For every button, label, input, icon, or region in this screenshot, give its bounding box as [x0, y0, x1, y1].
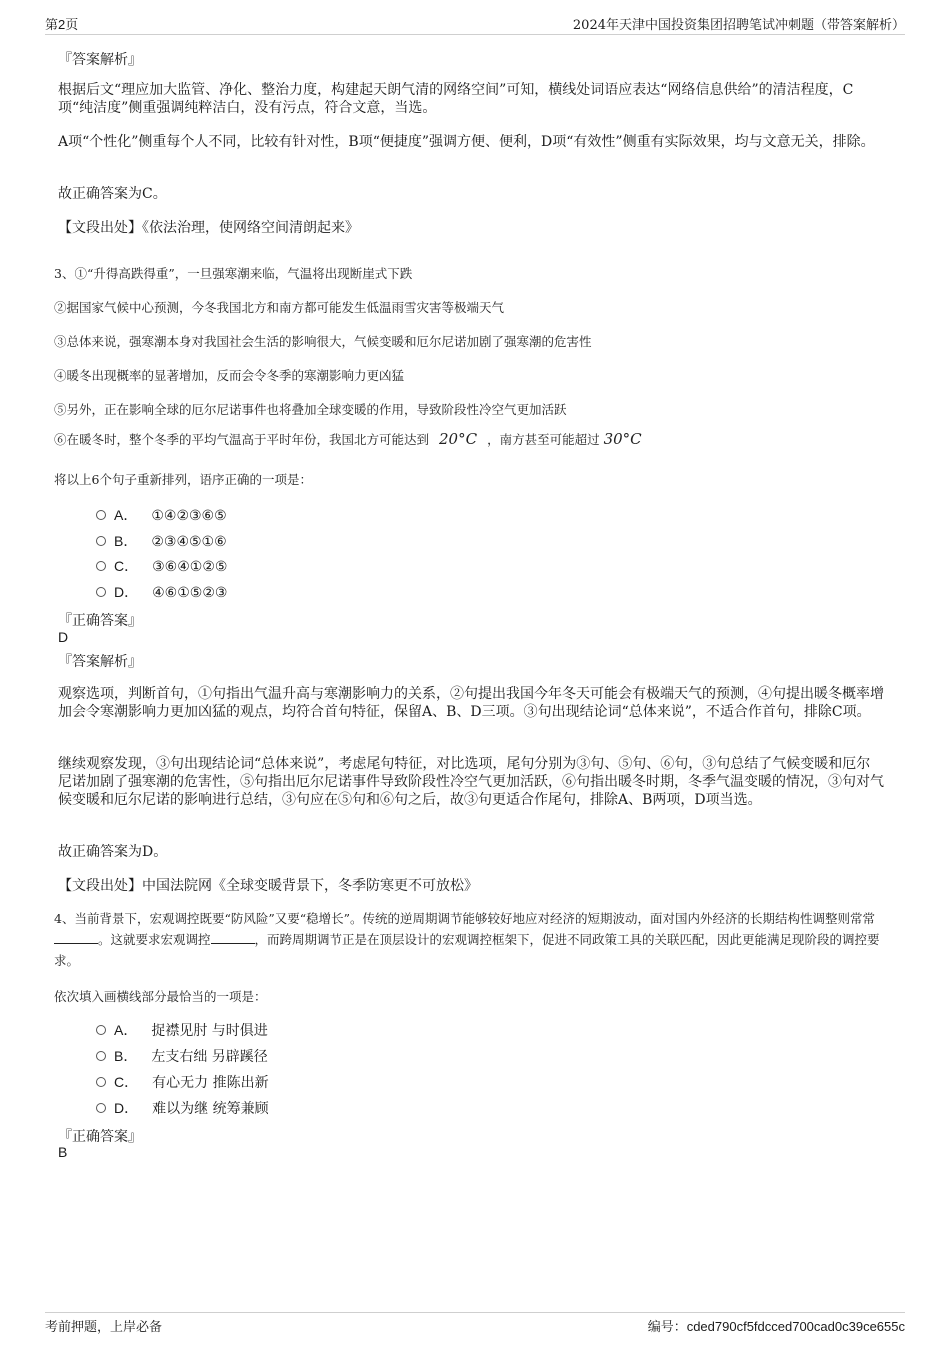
q4-stem: 4、当前背景下，宏观调控既要“防风险”又要“稳增长”。传统的逆周期调节能够较好地应对经济的短期波动，面对国内外经济的长期结构性调整则常常。这就要求宏观调控 ，而跨周期调节正是在顶层设计的宏观调控框架下，促进不同政策工具的关联匹配，因此更能满足现阶段的调控要求。	[54, 911, 880, 968]
q3-sentence-3: ③总体来说，强寒潮本身对我国社会生活的影响很大，气候变暖和厄尔尼诺加剧了强寒潮的危害性	[54, 334, 592, 349]
q4-answer: B	[58, 1144, 68, 1160]
radio-icon[interactable]	[96, 1051, 106, 1061]
q2-analysis-p3: 故正确答案为C。	[58, 186, 167, 202]
q4-answer-label: 『正确答案』	[58, 1129, 142, 1145]
q3-sentence-6	[54, 430, 642, 448]
page-number: 第2页	[45, 17, 79, 32]
q3-answer-label: 『正确答案』	[58, 613, 142, 629]
temperature-north: 20°C	[439, 430, 478, 448]
radio-icon[interactable]	[96, 1025, 106, 1035]
q3-option-d[interactable]: D． ④⑥①⑤②③	[96, 582, 227, 602]
page-header	[45, 14, 905, 35]
q3-source: 【文段出处】中国法院网《全球变暖背景下，冬季防寒更不可放松》	[58, 878, 478, 894]
radio-icon[interactable]	[96, 536, 106, 546]
q4-option-d[interactable]: D． 难以为继 统筹兼顾	[96, 1098, 269, 1118]
q3-sentence-6-part-b: ，南方甚至可能超过	[487, 432, 600, 447]
q3-analysis-p3: 故正确答案为D。	[58, 844, 168, 860]
q4-prompt: 依次填入画横线部分最恰当的一项是：	[54, 989, 267, 1004]
footer-slogan: 考前押题，上岸必备	[45, 1320, 163, 1335]
q2-source: 【文段出处】《依法治理，使网络空间清朗起来》	[58, 220, 359, 236]
radio-icon[interactable]	[96, 1077, 106, 1087]
blank-1	[54, 931, 98, 944]
q4-option-c[interactable]: C． 有心无力 推陈出新	[96, 1072, 269, 1092]
q3-sentence-4: ④暖冬出现概率的显著增加，反而会令冬季的寒潮影响力更凶猛	[54, 368, 405, 383]
document-code: 编号：cded790cf5fdcced700cad0c39ce655c	[647, 1319, 905, 1335]
radio-icon[interactable]	[96, 561, 106, 571]
q3-sentence-2: ②据国家气候中心预测，今冬我国北方和南方都可能发生低温雨雪灾害等极端天气	[54, 300, 505, 315]
page-footer	[45, 1312, 905, 1335]
q2-analysis-label: 『答案解析』	[58, 52, 142, 68]
q4-option-a[interactable]: A． 捉襟见肘 与时俱进	[96, 1020, 268, 1040]
q3-answer: D	[58, 629, 69, 645]
q3-option-a[interactable]: A． ①④②③⑥⑤	[96, 505, 227, 525]
q3-sentence-6-part-a: ⑥在暖冬时，整个冬季的平均气温高于平时年份，我国北方可能达到	[54, 432, 430, 447]
radio-icon[interactable]	[96, 587, 106, 597]
document-title: 2024年天津中国投资集团招聘笔试冲刺题（带答案解析）	[572, 18, 905, 33]
q3-sentence-1: 3、①“升得高跌得重”，一旦强寒潮来临，气温将出现断崖式下跌	[54, 266, 413, 281]
radio-icon[interactable]	[96, 510, 106, 520]
q3-sentence-5: ⑤另外，正在影响全球的厄尔尼诺事件也将叠加全球变暖的作用，导致阶段性冷空气更加活跃	[54, 402, 567, 417]
q3-option-c[interactable]: C． ③⑥④①②⑤	[96, 556, 227, 576]
radio-icon[interactable]	[96, 1103, 106, 1113]
temperature-south: 30°C	[603, 430, 642, 448]
q4-option-b[interactable]: B． 左支右绌 另辟蹊径	[96, 1046, 268, 1066]
q3-analysis-p2: 继续观察发现，③句出现结论词“总体来说”，考虑尾句特征，对比选项，尾句分别为③句、⑤句、⑥句，③句总结了气候变暖和厄尔尼诺加剧了强寒潮的危害性，⑤句指出厄尔尼诺事件导致阶段性冷空气更加活跃，⑥句指出暖冬时期，冬季气温变暖的情况，③句对气候变暖和厄尔尼诺的影响进行总结，③句应在⑤句和⑥句之后，故③句更适合作尾句，排除A、B两项，D项当选。	[58, 756, 884, 808]
q2-analysis-p1: 根据后文“理应加大监管、净化、整治力度，构建起天朗气清的网络空间”可知，横线处词语应表达“网络信息供给”的清洁程度，C项“纯洁度”侧重强调纯粹洁白，没有污点，符合文意，当选。	[58, 82, 854, 116]
q3-option-b[interactable]: B． ②③④⑤①⑥	[96, 531, 227, 551]
q3-prompt: 将以上6个句子重新排列，语序正确的一项是：	[54, 472, 312, 487]
q2-analysis-p2: A项“个性化”侧重每个人不同，比较有针对性，B项“便捷度”强调方便、便利，D项“有效性”侧重有实际效果，均与文意无关，排除。	[58, 134, 875, 150]
blank-2	[211, 931, 255, 944]
q3-analysis-p1: 观察选项，判断首句，①句指出气温升高与寒潮影响力的关系，②句提出我国今年冬天可能会有极端天气的预测，④句提出暖冬概率增加会令寒潮影响力更加凶猛的观点，均符合首句特征，保留A、B、D三项。③句出现结论词“总体来说”，不适合作首句，排除C项。	[58, 686, 884, 720]
q3-analysis-label: 『答案解析』	[58, 654, 142, 670]
